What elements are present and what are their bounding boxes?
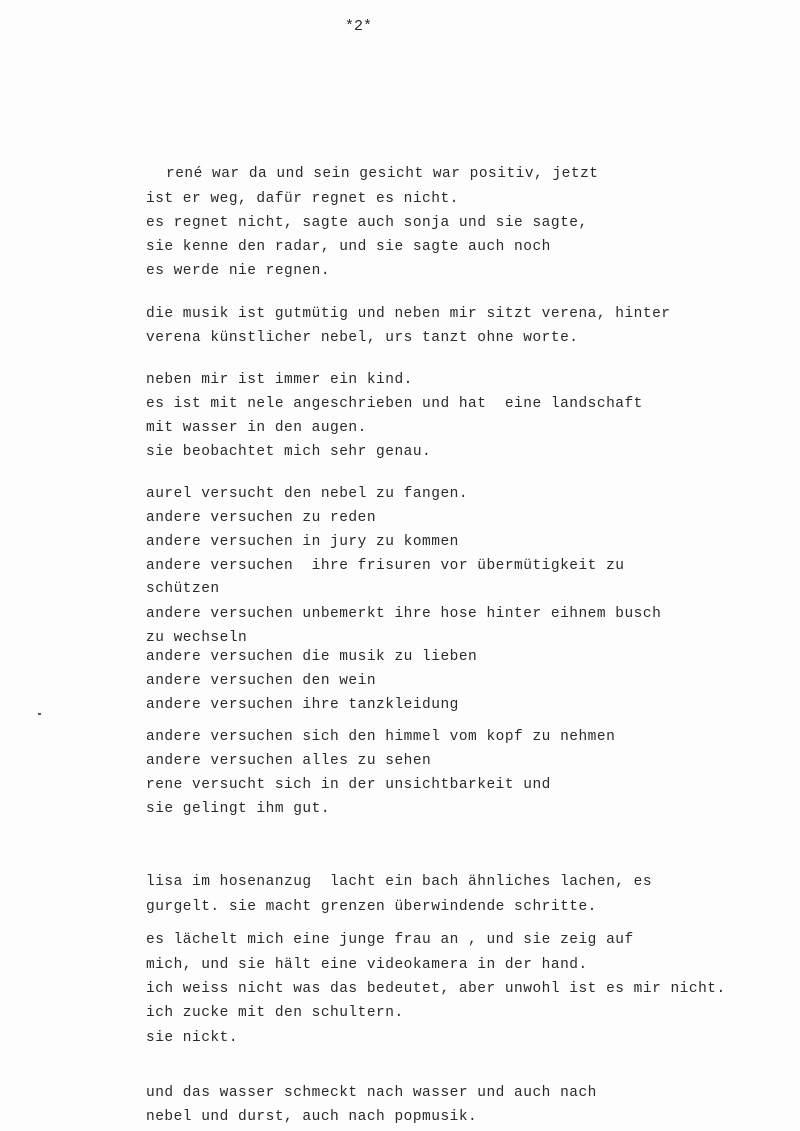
text-line: andere versuchen alles zu sehen xyxy=(146,753,432,769)
text-line: es werde nie regnen. xyxy=(146,263,331,279)
text-line: gurgelt. sie macht grenzen überwindende schritte. xyxy=(146,899,597,915)
text-line: nebel und durst, auch nach popmusik. xyxy=(146,1109,478,1125)
text-line: sie beobachtet mich sehr genau. xyxy=(146,444,432,460)
ink-speck xyxy=(38,713,41,715)
text-line: sie nickt. xyxy=(146,1030,239,1046)
text-line: lisa im hosenanzug lacht ein bach ähnliches lachen, es xyxy=(146,874,653,890)
text-line: andere versuchen ihre tanzkleidung xyxy=(146,697,459,713)
text-line: es ist mit nele angeschrieben und hat eine landschaft xyxy=(146,396,643,412)
page-number: *2* xyxy=(345,18,373,35)
text-line: rene versucht sich in der unsichtbarkeit und xyxy=(146,777,551,793)
text-line: es regnet nicht, sagte auch sonja und sie sagte, xyxy=(146,215,588,231)
text-line: andere versuchen den wein xyxy=(146,673,377,689)
text-line: die musik ist gutmütig und neben mir sitzt verena, hinter xyxy=(146,306,671,322)
text-line: andere versuchen in jury zu kommen xyxy=(146,534,459,550)
text-line: und das wasser schmeckt nach wasser und auch nach xyxy=(146,1085,597,1101)
text-line: ich zucke mit den schultern. xyxy=(146,1005,404,1021)
text-line: andere versuchen zu reden xyxy=(146,510,377,526)
text-line: mich, und sie hält eine videokamera in der hand. xyxy=(146,957,588,973)
text-line: andere versuchen unbemerkt ihre hose hinter eihnem busch xyxy=(146,606,662,622)
text-line: aurel versucht den nebel zu fangen. xyxy=(146,486,469,502)
text-line: schützen xyxy=(146,581,220,597)
text-line: andere versuchen ihre frisuren vor übermütigkeit zu xyxy=(146,558,625,574)
text-line: sie gelingt ihm gut. xyxy=(146,801,331,817)
text-line: andere versuchen die musik zu lieben xyxy=(146,649,478,665)
text-line: andere versuchen sich den himmel vom kopf zu nehmen xyxy=(146,729,616,745)
text-line: sie kenne den radar, und sie sagte auch noch xyxy=(146,239,551,255)
text-line: neben mir ist immer ein kind. xyxy=(146,372,413,388)
text-line: es lächelt mich eine junge frau an , und sie zeig auf xyxy=(146,932,634,948)
text-line: zu wechseln xyxy=(146,630,248,646)
text-line: verena künstlicher nebel, urs tanzt ohne worte. xyxy=(146,330,579,346)
text-line: ist er weg, dafür regnet es nicht. xyxy=(146,191,459,207)
text-line: rené war da und sein gesicht war positiv, jetzt xyxy=(166,166,599,182)
text-line: ich weiss nicht was das bedeutet, aber unwohl ist es mir nicht. xyxy=(146,981,726,997)
text-line: mit wasser in den augen. xyxy=(146,420,367,436)
